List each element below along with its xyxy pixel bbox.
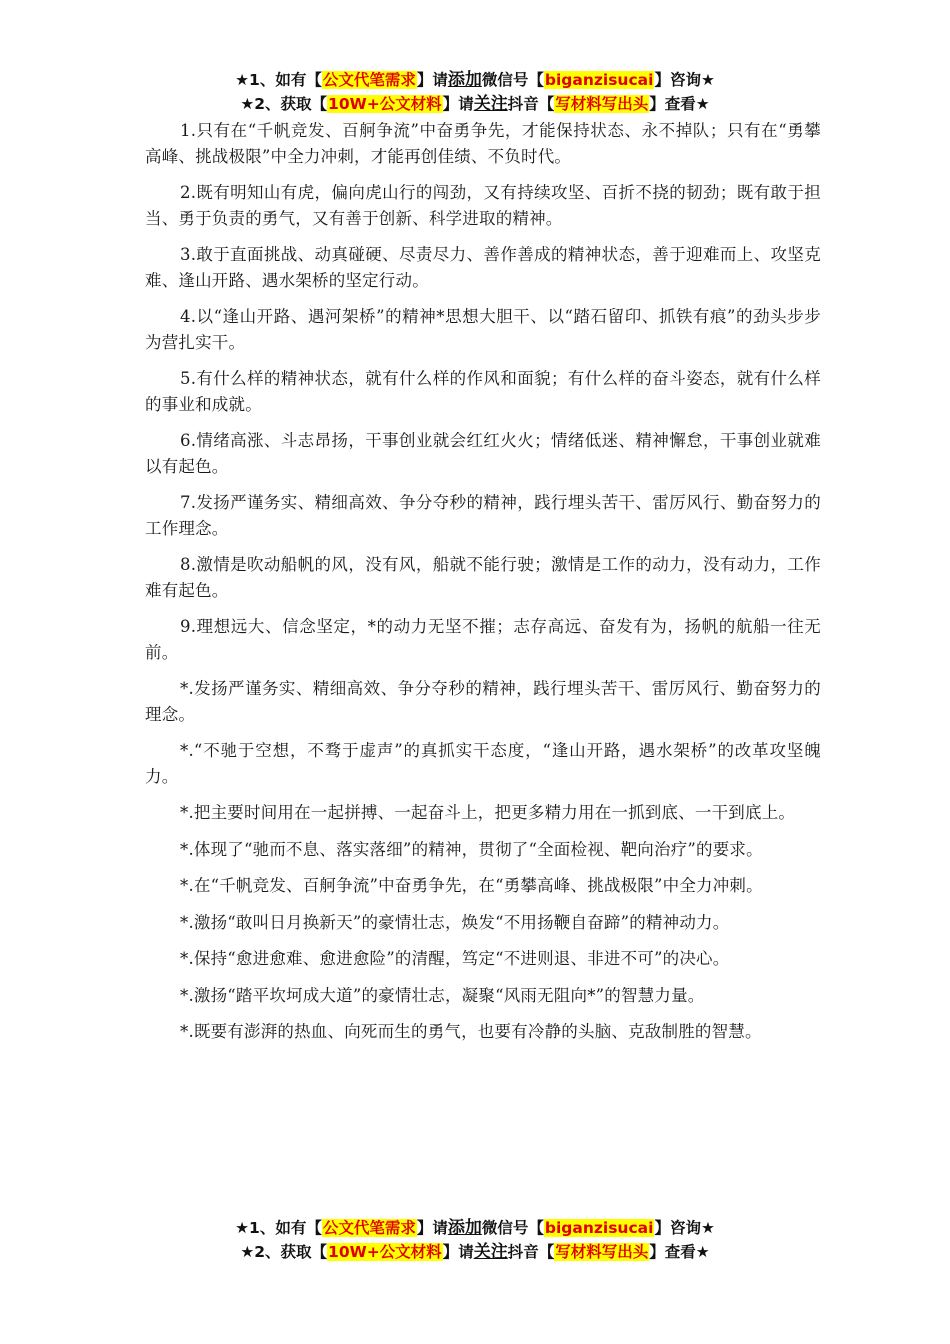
document-body bbox=[145, 118, 821, 1056]
banner-text: 】请 bbox=[442, 1243, 474, 1261]
banner-text: 】请 bbox=[416, 71, 448, 89]
banner-text: 】咨询★ bbox=[654, 1219, 715, 1237]
underlined-word: 关注 bbox=[473, 1242, 508, 1262]
paragraph: *.激扬“敢叫日月换新天”的豪情壮志，焕发“不用扬鞭自奋蹄”的精神动力。 bbox=[180, 912, 730, 932]
paragraph: 6.情绪高涨、斗志昂扬，干事创业就会红红火火；情绪低迷、精神懈怠，干事创业就难以有起色。 bbox=[145, 431, 821, 476]
banner-line-2 bbox=[0, 1240, 950, 1264]
banner-text: 】请 bbox=[416, 1219, 448, 1237]
paragraph: *.既要有澎湃的热血、向死而生的勇气，也要有冷静的头脑、克敌制胜的智慧。 bbox=[180, 1022, 762, 1041]
paragraph: 9.理想远大、信念坚定，*的动力无坚不摧；志存高远、奋发有为，扬帆的航船一往无前。 bbox=[145, 617, 821, 662]
paragraph: 2.既有明知山有虎，偏向虎山行的闯劲，又有持续攻坚、百折不挠的韧劲；既有敢于担当、勇于负责的勇气，又有善于创新、科学进取的精神。 bbox=[145, 183, 821, 228]
highlight-materials: 10W+公文材料 bbox=[328, 1243, 442, 1261]
highlight-wechat-id: biganzisucai bbox=[544, 1219, 654, 1237]
banner-line-1 bbox=[0, 1216, 950, 1240]
banner-text: ★2、获取【 bbox=[240, 95, 328, 113]
banner-text: 】查看★ bbox=[649, 95, 710, 113]
banner-text: 微信号【 bbox=[481, 71, 544, 89]
highlight-service: 公文代笔需求 bbox=[322, 71, 416, 89]
underlined-word: 添加 bbox=[447, 1218, 482, 1238]
paragraph: 3.敢于直面挑战、动真碰硬、尽责尽力、善作善成的精神状态，善于迎难而上、攻坚克难、逢山开路、遇水架桥的坚定行动。 bbox=[145, 245, 821, 290]
banner-line-2 bbox=[0, 92, 950, 116]
highlight-service: 公文代笔需求 bbox=[322, 1219, 416, 1237]
paragraph: *.“不驰于空想，不骛于虚声”的真抓实干态度，“逢山开路，遇水架桥”的改革攻坚魄力。 bbox=[145, 741, 821, 786]
paragraph: 8.激情是吹动船帆的风，没有风，船就不能行驶；激情是工作的动力，没有动力，工作难有起色。 bbox=[145, 555, 821, 600]
highlight-douyin-account: 写材料写出头 bbox=[555, 1243, 649, 1261]
banner-line-1 bbox=[0, 68, 950, 92]
highlight-douyin-account: 写材料写出头 bbox=[555, 95, 649, 113]
banner-text: 】查看★ bbox=[649, 1243, 710, 1261]
paragraph: *.体现了“驰而不息、落实落细”的精神，贯彻了“全面检视、靶向治疗”的要求。 bbox=[180, 839, 763, 859]
footer-banner bbox=[0, 1216, 950, 1264]
paragraph: 7.发扬严谨务实、精细高效、争分夺秒的精神，践行埋头苦干、雷厉风行、勤奋努力的工作理念。 bbox=[145, 493, 821, 538]
banner-text: 抖音【 bbox=[507, 1243, 555, 1261]
paragraph: *.发扬严谨务实、精细高效、争分夺秒的精神，践行埋头苦干、雷厉风行、勤奋努力的理念。 bbox=[145, 679, 821, 724]
paragraph: *.把主要时间用在一起拼搏、一起奋斗上，把更多精力用在一抓到底、一干到底上。 bbox=[180, 803, 796, 822]
paragraph: *.激扬“踏平坎坷成大道”的豪情壮志，凝聚“风雨无阻向*”的智慧力量。 bbox=[180, 985, 705, 1005]
paragraph: 4.以“逢山开路、遇河架桥”的精神*思想大胆干、以“踏石留印、抓铁有痕”的劲头步步为营扎实干。 bbox=[145, 307, 821, 352]
highlight-materials: 10W+公文材料 bbox=[328, 95, 442, 113]
banner-text: 抖音【 bbox=[507, 95, 555, 113]
underlined-word: 添加 bbox=[447, 70, 482, 90]
banner-text: ★1、如有【 bbox=[235, 1219, 322, 1237]
banner-text: 微信号【 bbox=[481, 1219, 544, 1237]
underlined-word: 关注 bbox=[473, 94, 508, 114]
paragraph: 5.有什么样的精神状态，就有什么样的作风和面貌；有什么样的奋斗姿态，就有什么样的事业和成就。 bbox=[145, 369, 821, 414]
paragraph: *.保持“愈进愈难、愈进愈险”的清醒，笃定“不进则退、非进不可”的决心。 bbox=[180, 949, 730, 968]
header-banner bbox=[0, 68, 950, 116]
paragraph: 1.只有在“千帆竞发、百舸争流”中奋勇争先，才能保持状态、永不掉队；只有在“勇攀高峰、挑战极限”中全力冲刺，才能再创佳绩、不负时代。 bbox=[145, 121, 821, 166]
banner-text: ★1、如有【 bbox=[235, 71, 322, 89]
paragraph: *.在“千帆竞发、百舸争流”中奋勇争先，在“勇攀高峰、挑战极限”中全力冲刺。 bbox=[180, 876, 763, 895]
highlight-wechat-id: biganzisucai bbox=[544, 71, 654, 89]
banner-text: ★2、获取【 bbox=[240, 1243, 328, 1261]
banner-text: 】请 bbox=[442, 95, 474, 113]
banner-text: 】咨询★ bbox=[654, 71, 715, 89]
